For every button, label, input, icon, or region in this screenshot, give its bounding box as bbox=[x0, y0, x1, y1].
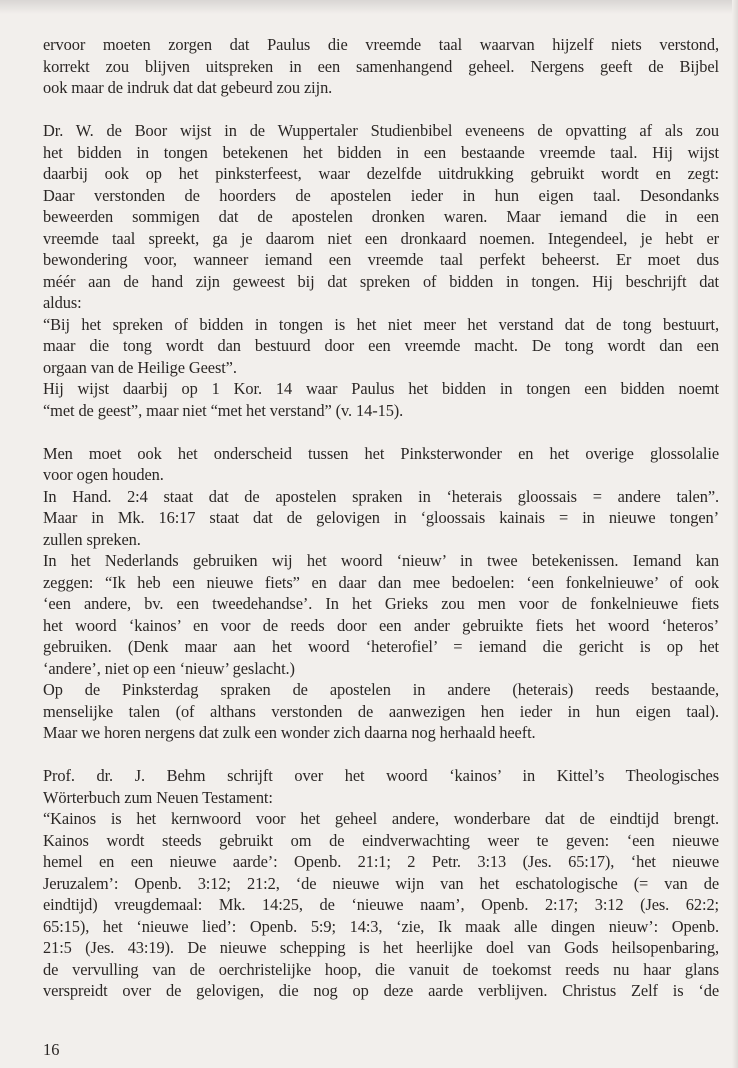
paragraph bbox=[43, 314, 719, 379]
paragraph bbox=[43, 34, 719, 99]
text-section bbox=[43, 120, 719, 421]
text-line: het woord ‘kainos’ en voor de reeds door een ander gebruikte fiets het woord ‘heteros’ bbox=[43, 615, 719, 635]
text-line: Kainos wordt steeds gebruikt om de eindverwachting weer te geven: ‘een nieuwe bbox=[43, 830, 719, 850]
page-number: 16 bbox=[43, 1040, 60, 1059]
text-line: 21:5 (Jes. 43:19). De nieuwe schepping is het heerlijke doel van Gods heilsopenbaring, bbox=[43, 938, 719, 957]
text-line: “met de geest”, maar niet “met het verstand” (v. 14-15). bbox=[43, 400, 404, 420]
text-line: ervoor moeten zorgen dat Paulus die vreemde taal waarvan hijzelf niets verstond, bbox=[43, 35, 719, 54]
text-line: méér aan de hand zijn geweest bij dat spreken of bidden in tongen. Hij beschrijft dat bbox=[43, 271, 719, 291]
text-line: Dr. W. de Boor wijst in de Wuppertaler Studienbibel eveneens de opvatting af als zou bbox=[43, 121, 719, 140]
text-line: 65:15), het ‘nieuwe lied’: Openb. 5:9; 14:3, ‘zie, Ik maak alle dingen nieuw’: Openb. bbox=[43, 916, 719, 936]
text-section bbox=[43, 765, 719, 1002]
text-line: “Kainos is het kernwoord voor het geheel andere, wonderbare dat de eindtijd brengt. bbox=[43, 809, 719, 828]
text-section bbox=[43, 34, 719, 99]
scan-edge-shadow bbox=[0, 0, 738, 14]
paragraph bbox=[43, 120, 719, 314]
text-line: Maar in Mk. 16:17 staat dat de gelovigen in ‘gloossais kainais = in nieuwe tongen’ bbox=[43, 508, 719, 527]
text-line: In het Nederlands gebruiken wij het woord ‘nieuw’ in twee betekenissen. Iemand kan bbox=[43, 551, 719, 570]
paragraph bbox=[43, 765, 719, 808]
text-line: ‘andere’, niet op een ‘nieuw’ geslacht.) bbox=[43, 658, 295, 678]
text-line: ook maar de indruk dat dat gebeurd zou zijn. bbox=[43, 78, 333, 97]
text-line: hemel en een nieuwe aarde’: Openb. 21:1; 2 Petr. 3:13 (Jes. 65:17), ‘het nieuwe bbox=[43, 852, 719, 871]
text-line: vreemde taal spreekt, ga je daarom niet een dronkaard noemen. Integendeel, je hebt er bbox=[43, 228, 719, 248]
text-line: daarbij ook op het pinksterfeest, waar dezelfde uitdrukking gebruikt wordt en zegt: bbox=[43, 164, 719, 183]
text-line: korrekt zou blijven uitspreken in een samenhangend geheel. Nergens geeft de Bijbel bbox=[43, 56, 719, 76]
text-line: Daar verstonden de hoorders de apostelen ieder in hun eigen taal. Desondanks bbox=[43, 185, 719, 205]
text-line: Hij wijst daarbij op 1 Kor. 14 waar Paulus het bidden in tongen een bidden noemt bbox=[43, 379, 719, 398]
text-line: maar die tong wordt dan bestuurd door een vreemde macht. De tong wordt dan een bbox=[43, 336, 719, 355]
text-line: Maar we horen nergens dat zulk een wonder zich daarna nog herhaald heeft. bbox=[43, 723, 536, 742]
paragraph bbox=[43, 550, 719, 679]
paragraph bbox=[43, 679, 719, 744]
text-line: zullen spreken. bbox=[43, 529, 141, 549]
text-line: het bidden in tongen betekenen het bidden in een bestaande vreemde taal. Hij wijst bbox=[43, 142, 719, 162]
text-line: eindtijd) vreugdemaal: Mk. 14:25, de ‘nieuwe naam’, Openb. 2:17; 3:12 (Jes. 62:2; bbox=[43, 895, 719, 914]
text-line: “Bij het spreken of bidden in tongen is het niet meer het verstand dat de tong bestuurt, bbox=[43, 314, 719, 334]
paragraph bbox=[43, 443, 719, 486]
paragraph bbox=[43, 486, 719, 551]
text-line: gebruiken. (Denk maar aan het woord ‘heterofiel’ = iemand die gericht is op het bbox=[43, 637, 719, 656]
scan-edge-shadow-right bbox=[732, 0, 738, 1068]
text-line: Jeruzalem’: Openb. 3:12; 21:2, ‘de nieuwe wijn van het eschatologische (= van de bbox=[43, 873, 719, 893]
text-line: Wörterbuch zum Neuen Testament: bbox=[43, 787, 273, 807]
text-line: beweerden sommigen dat de apostelen dronken waren. Maar iemand die in een bbox=[43, 207, 719, 226]
text-line: In Hand. 2:4 staat dat de apostelen spraken in ‘heterais gloossais = andere talen”. bbox=[43, 486, 719, 506]
text-line: voor ogen houden. bbox=[43, 465, 164, 484]
text-line: zeggen: “Ik heb een nieuwe fiets” en daar dan mee bedoelen: ‘een fonkelnieuwe’ of ook bbox=[43, 572, 719, 592]
text-section bbox=[43, 443, 719, 744]
paragraph bbox=[43, 378, 719, 421]
text-line: ‘een andere, bv. een tweedehandse’. In het Grieks zou men voor de fonkelnieuwe fiets bbox=[43, 594, 719, 613]
text-line: de vervulling van de oerchristelijke hoop, die vanuit de toekomst reeds nu haar glans bbox=[43, 959, 719, 979]
text-line: verspreidt over de gelovigen, die nog op deze aarde verblijven. Christus Zelf is ‘de bbox=[43, 981, 719, 1000]
paragraph bbox=[43, 808, 719, 1002]
text-line: Men moet ook het onderscheid tussen het Pinksterwonder en het overige glossolalie bbox=[43, 443, 719, 463]
page-body bbox=[43, 34, 719, 1002]
text-line: Prof. dr. J. Behm schrijft over het woord ‘kainos’ in Kittel’s Theologisches bbox=[43, 766, 719, 785]
text-line: Op de Pinksterdag spraken de apostelen in andere (heterais) reeds bestaande, bbox=[43, 680, 719, 699]
text-line: menselijke talen (of althans verstonden de aanwezigen hen ieder in hun eigen taal). bbox=[43, 701, 719, 721]
text-line: orgaan van de Heilige Geest”. bbox=[43, 357, 237, 377]
text-line: bewondering voor, wanneer iemand een vreemde taal perfekt beheerst. Er moet dus bbox=[43, 250, 719, 269]
text-line: aldus: bbox=[43, 293, 82, 312]
